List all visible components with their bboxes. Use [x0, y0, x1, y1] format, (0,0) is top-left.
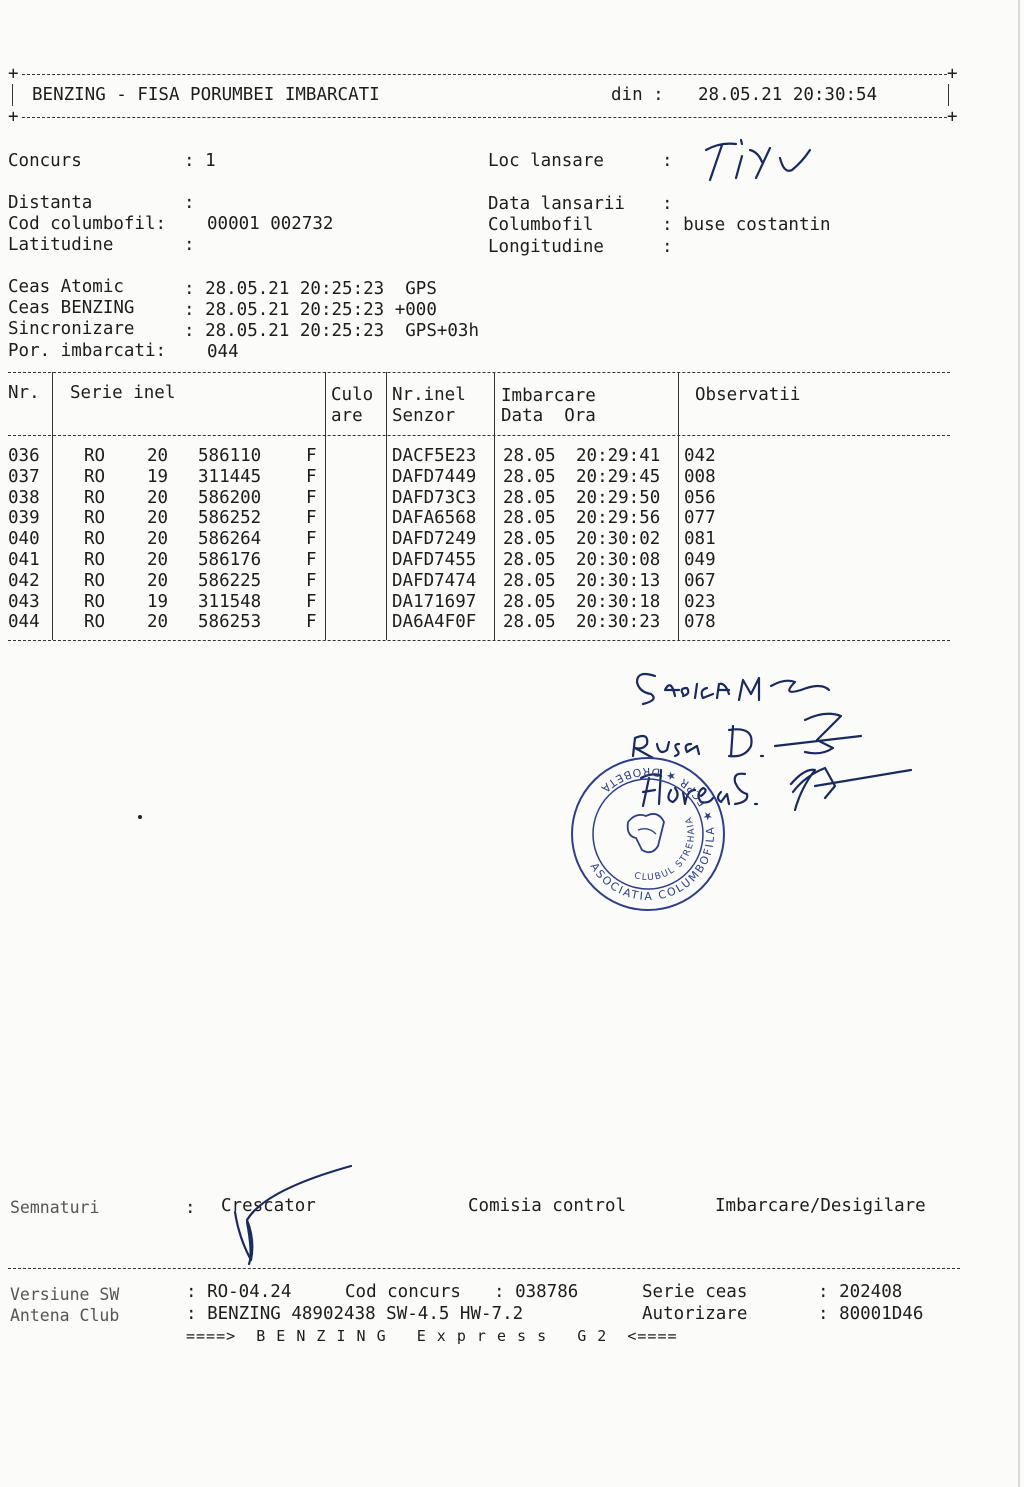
col-nr: Nr. [8, 383, 40, 403]
row-senzor: DAFD7455 [392, 550, 477, 570]
row-an: 20 [147, 508, 169, 529]
columbofil-value: : buse costantin [662, 215, 831, 235]
row-senzor: DAFD7474 [392, 570, 477, 591]
row-senzor: DAFD73C3 [392, 487, 477, 508]
row-tara: RO [84, 508, 106, 529]
row-nr: 041 [8, 550, 40, 570]
col-culoare-1: Culo [331, 385, 374, 405]
row-sex: F [306, 446, 317, 466]
row-inel: 311548 [198, 591, 262, 612]
page-dot [138, 815, 142, 819]
header-date-value: 28.05.21 20:30:54 [698, 85, 878, 105]
row-tara: RO [84, 550, 106, 570]
row-tara: RO [84, 466, 106, 487]
row-ora: 20:29:50 [576, 487, 661, 508]
concurs-value: : 1 [184, 151, 216, 171]
row-inel: 311445 [198, 466, 262, 487]
loc-lansare-handwritten [700, 128, 830, 188]
antena-club-value: : BENZING 48902438 SW-4.5 HW-7.2 [186, 1304, 524, 1324]
row-an: 20 [147, 529, 169, 550]
page-edge [1018, 0, 1020, 1487]
ceas-benzing-label: Ceas BENZING [8, 298, 135, 318]
row-inel: 586253 [198, 612, 262, 633]
antena-club-label: Antena Club [10, 1306, 120, 1325]
col-imbarcare-1: Imbarcare [501, 386, 596, 406]
row-data: 28.05 [503, 591, 556, 612]
row-nr: 042 [8, 570, 40, 591]
header-date-label: din : [611, 85, 664, 105]
distanta-value: : [184, 193, 195, 213]
row-nr: 040 [8, 529, 40, 550]
row-sex: F [306, 508, 317, 529]
cod-columbofil-label: Cod columbofil: [8, 214, 167, 234]
row-data: 28.05 [503, 612, 556, 633]
row-ora: 20:30:23 [576, 612, 661, 633]
row-tara: RO [84, 612, 106, 633]
ceas-benzing-value: : 28.05.21 20:25:23 +000 [184, 300, 437, 320]
crescator-signature [225, 1160, 365, 1270]
row-tara: RO [84, 591, 106, 612]
row-data: 28.05 [503, 446, 556, 466]
row-obs: 081 [684, 529, 716, 550]
row-senzor: DAFD7249 [392, 529, 477, 550]
col-culoare-2: are [331, 406, 363, 426]
row-inel: 586264 [198, 529, 262, 550]
row-data: 28.05 [503, 550, 556, 570]
col-nr-inel-1: Nr.inel [392, 385, 466, 405]
por-imbarcati-label: Por. imbarcati: [8, 341, 167, 361]
row-nr: 043 [8, 591, 40, 612]
autorizare-label: Autorizare [642, 1304, 748, 1324]
row-obs: 056 [684, 487, 716, 508]
row-senzor: DA6A4F0F [392, 612, 477, 633]
svg-text:ASOCIATIA COLUMBOFILA ★ FCPR: ASOCIATIA COLUMBOFILA ★ FCPR ★ DROBETA [587, 764, 718, 904]
ceas-atomic-value: : 28.05.21 20:25:23 GPS [184, 279, 437, 299]
table-bottom-border [8, 640, 950, 641]
row-nr: 036 [8, 446, 40, 466]
table-top-border [8, 372, 950, 373]
latitudine-label: Latitudine [8, 235, 114, 255]
footer-divider [8, 1268, 960, 1269]
col-observatii: Observatii [695, 385, 801, 405]
row-an: 20 [147, 612, 169, 633]
latitudine-value: : [184, 235, 195, 255]
distanta-label: Distanta [8, 193, 93, 213]
cod-concurs-value: : 038786 [494, 1282, 579, 1302]
row-obs: 049 [684, 550, 716, 570]
columbofil-label: Columbofil [488, 215, 594, 235]
row-sex: F [306, 487, 317, 508]
row-tara: RO [84, 570, 106, 591]
header-title: BENZING - FISA PORUMBEI IMBARCATI [32, 85, 380, 105]
row-an: 19 [147, 466, 169, 487]
semnaturi-sep: : [185, 1198, 196, 1218]
row-ora: 20:30:13 [576, 570, 661, 591]
row-inel: 586176 [198, 550, 262, 570]
loc-lansare-sep: : [662, 151, 673, 171]
row-senzor: DAFD7449 [392, 466, 477, 487]
header-bottom-border [22, 117, 947, 118]
row-sex: F [306, 550, 317, 570]
row-ora: 20:30:18 [576, 591, 661, 612]
imbarcare-desigilare-label: Imbarcare/Desigilare [715, 1196, 926, 1216]
row-obs: 023 [684, 591, 716, 612]
row-data: 28.05 [503, 529, 556, 550]
row-nr: 044 [8, 612, 40, 633]
row-sex: F [306, 612, 317, 633]
longitudine-label: Longitudine [488, 237, 604, 257]
row-ora: 20:30:02 [576, 529, 661, 550]
row-senzor: DA171697 [392, 591, 477, 612]
serie-ceas-value: : 202408 [818, 1282, 903, 1302]
row-senzor: DAFA6568 [392, 508, 477, 529]
row-sex: F [306, 570, 317, 591]
svg-text:CLUBUL STREHAIA: CLUBUL STREHAIA [633, 814, 698, 884]
cod-concurs-label: Cod concurs [345, 1282, 461, 1302]
row-sex: F [306, 591, 317, 612]
row-an: 20 [147, 487, 169, 508]
cod-columbofil-value: 00001 002732 [207, 214, 334, 234]
versiune-sw-value: : RO-04.24 [186, 1282, 292, 1302]
row-data: 28.05 [503, 508, 556, 529]
comisia-control-label: Comisia control [468, 1196, 627, 1216]
crescator-label: Crescator [221, 1196, 316, 1216]
row-obs: 042 [684, 446, 716, 466]
row-nr: 037 [8, 466, 40, 487]
row-inel: 586200 [198, 487, 262, 508]
row-senzor: DACF5E23 [392, 446, 477, 466]
semnaturi-label: Semnaturi [10, 1198, 100, 1217]
row-tara: RO [84, 487, 106, 508]
row-ora: 20:30:08 [576, 550, 661, 570]
row-data: 28.05 [503, 466, 556, 487]
data-lansarii-label: Data lansarii [488, 194, 625, 214]
row-inel: 586252 [198, 508, 262, 529]
row-obs: 067 [684, 570, 716, 591]
sincronizare-label: Sincronizare [8, 319, 135, 339]
longitudine-value: : [662, 237, 673, 257]
header-top-border [22, 74, 947, 75]
col-serie-inel: Serie inel [70, 383, 176, 403]
sincronizare-value: : 28.05.21 20:25:23 GPS+03h [184, 321, 480, 341]
benzing-express-banner: ====> B E N Z I N G E x p r e s s G 2 <==== [186, 1327, 678, 1345]
col-nr-inel-2: Senzor [392, 406, 456, 426]
versiune-sw-label: Versiune SW [10, 1285, 120, 1304]
row-data: 28.05 [503, 487, 556, 508]
autorizare-value: : 80001D46 [818, 1304, 924, 1324]
row-ora: 20:29:45 [576, 466, 661, 487]
row-sex: F [306, 466, 317, 487]
row-tara: RO [84, 446, 106, 466]
col-imbarcare-2: Data Ora [501, 406, 596, 426]
data-lansarii-value: : [662, 194, 673, 214]
row-an: 19 [147, 591, 169, 612]
row-obs: 077 [684, 508, 716, 529]
row-inel: 586110 [198, 446, 262, 466]
row-ora: 20:29:56 [576, 508, 661, 529]
row-data: 28.05 [503, 570, 556, 591]
loc-lansare-label: Loc lansare [488, 151, 604, 171]
row-nr: 039 [8, 508, 40, 529]
concurs-label: Concurs [8, 151, 82, 171]
row-ora: 20:29:41 [576, 446, 661, 466]
row-nr: 038 [8, 487, 40, 508]
row-an: 20 [147, 570, 169, 591]
por-imbarcati-value: 044 [207, 342, 239, 362]
row-tara: RO [84, 529, 106, 550]
row-an: 20 [147, 550, 169, 570]
ceas-atomic-label: Ceas Atomic [8, 277, 124, 297]
club-stamp [566, 752, 730, 916]
row-inel: 586225 [198, 570, 262, 591]
serie-ceas-label: Serie ceas [642, 1282, 748, 1302]
row-obs: 078 [684, 612, 716, 633]
row-obs: 008 [684, 466, 716, 487]
table-header-border [8, 435, 950, 436]
row-sex: F [306, 529, 317, 550]
row-an: 20 [147, 446, 169, 466]
